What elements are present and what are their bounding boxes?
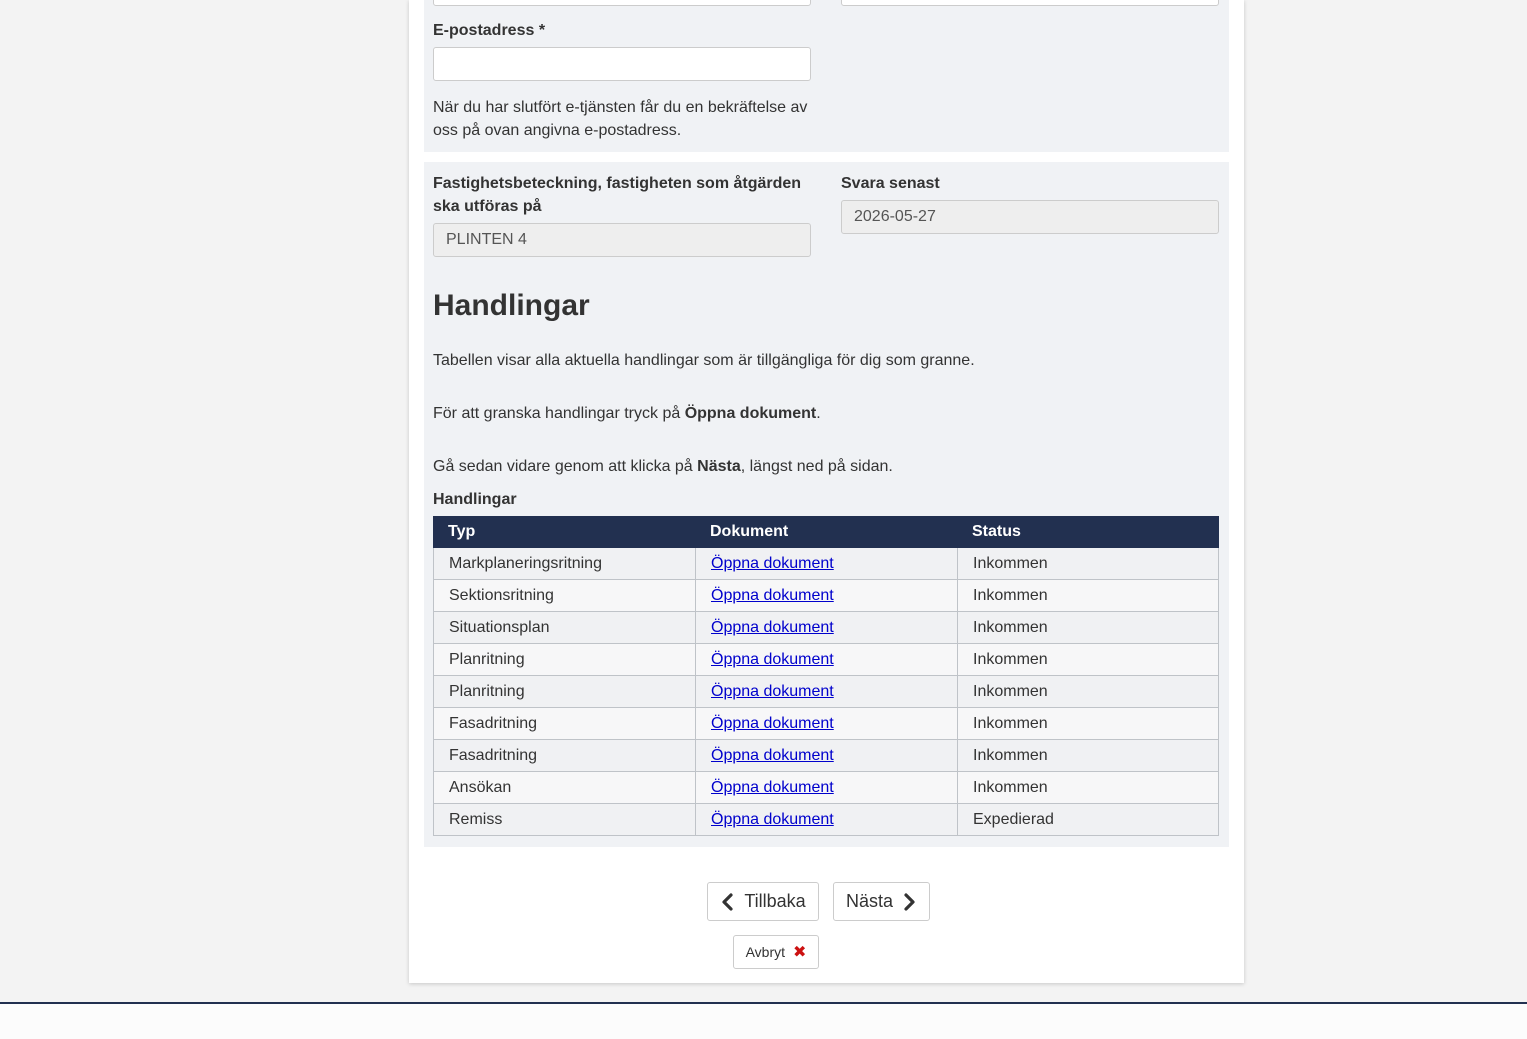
documents-heading: Handlingar [433,289,590,322]
table-row [434,644,1219,676]
document-type: Sektionsritning [434,580,696,612]
contact-panel [424,0,1229,152]
documents-table [433,516,1219,836]
table-row [434,548,1219,580]
document-link-cell [696,580,958,612]
document-type: Fasadritning [434,708,696,740]
back-button[interactable] [707,882,819,921]
chevron-left-icon [720,893,734,911]
document-type: Fasadritning [434,740,696,772]
open-document-link[interactable]: Öppna dokument [711,778,834,796]
document-status: Inkommen [958,676,1219,708]
open-document-link[interactable]: Öppna dokument [711,746,834,764]
document-type: Situationsplan [434,612,696,644]
open-document-link[interactable]: Öppna dokument [711,650,834,668]
document-link-cell [696,644,958,676]
document-type: Planritning [434,676,696,708]
documents-instruction: För att granska handlingar tryck på Öppna dokument. [433,405,821,422]
document-link-cell [696,772,958,804]
document-link-cell [696,740,958,772]
form-page [409,0,1244,983]
document-status: Expedierad [958,804,1219,836]
open-document-link[interactable]: Öppna dokument [711,682,834,700]
next-button-label: Nästa [845,891,894,911]
document-link-cell [696,804,958,836]
documents-next-instruction: Gå sedan vidare genom att klicka på Nästa, längst ned på sidan. [433,458,893,475]
property-label: Fastighetsbeteckning, fastigheten som åtgärden ska utföras på [433,175,802,215]
table-row [434,676,1219,708]
table-row [434,708,1219,740]
close-icon: ✖ [793,944,807,961]
table-row [434,612,1219,644]
document-type: Ansökan [434,772,696,804]
column-header-status: Status [958,517,1219,548]
cancel-button[interactable] [733,935,819,969]
document-status: Inkommen [958,580,1219,612]
back-button-label: Tillbaka [744,891,806,911]
email-field[interactable] [433,47,811,81]
open-document-link[interactable]: Öppna dokument [711,618,834,636]
document-status: Inkommen [958,740,1219,772]
open-document-link[interactable]: Öppna dokument [711,586,834,604]
document-status: Inkommen [958,708,1219,740]
chevron-right-icon [903,893,917,911]
deadline-label: Svara senast [841,175,940,192]
column-header-typ: Typ [434,517,696,548]
document-type: Planritning [434,644,696,676]
document-status: Inkommen [958,772,1219,804]
document-type: Markplaneringsritning [434,548,696,580]
documents-panel [424,162,1229,847]
previous-field-left[interactable] [433,0,811,6]
documents-intro: Tabellen visar alla aktuella handlingar som är tillgängliga för dig som granne. [433,352,975,369]
property-field [433,223,811,257]
deadline-field [841,200,1219,234]
open-document-link[interactable]: Öppna dokument [711,810,834,828]
column-header-dokument: Dokument [696,517,958,548]
document-link-cell [696,676,958,708]
cancel-button-label: Avbryt [745,944,786,960]
table-header-row [434,517,1219,548]
email-help-text: När du har slutfört e-tjänsten får du en bekräftelse av oss på ovan angivna e-postadress. [433,99,808,139]
previous-field-right[interactable] [841,0,1219,6]
document-status: Inkommen [958,612,1219,644]
document-status: Inkommen [958,644,1219,676]
email-label: E-postadress * [433,22,546,39]
table-row [434,772,1219,804]
document-link-cell [696,612,958,644]
document-link-cell [696,708,958,740]
table-row [434,804,1219,836]
documents-table-caption: Handlingar [433,491,517,508]
document-type: Remiss [434,804,696,836]
page-footer [0,1002,1527,1039]
open-document-link[interactable]: Öppna dokument [711,554,834,572]
next-button[interactable] [833,882,930,921]
document-link-cell [696,548,958,580]
document-status: Inkommen [958,548,1219,580]
open-document-link[interactable]: Öppna dokument [711,714,834,732]
table-row [434,580,1219,612]
table-row [434,740,1219,772]
